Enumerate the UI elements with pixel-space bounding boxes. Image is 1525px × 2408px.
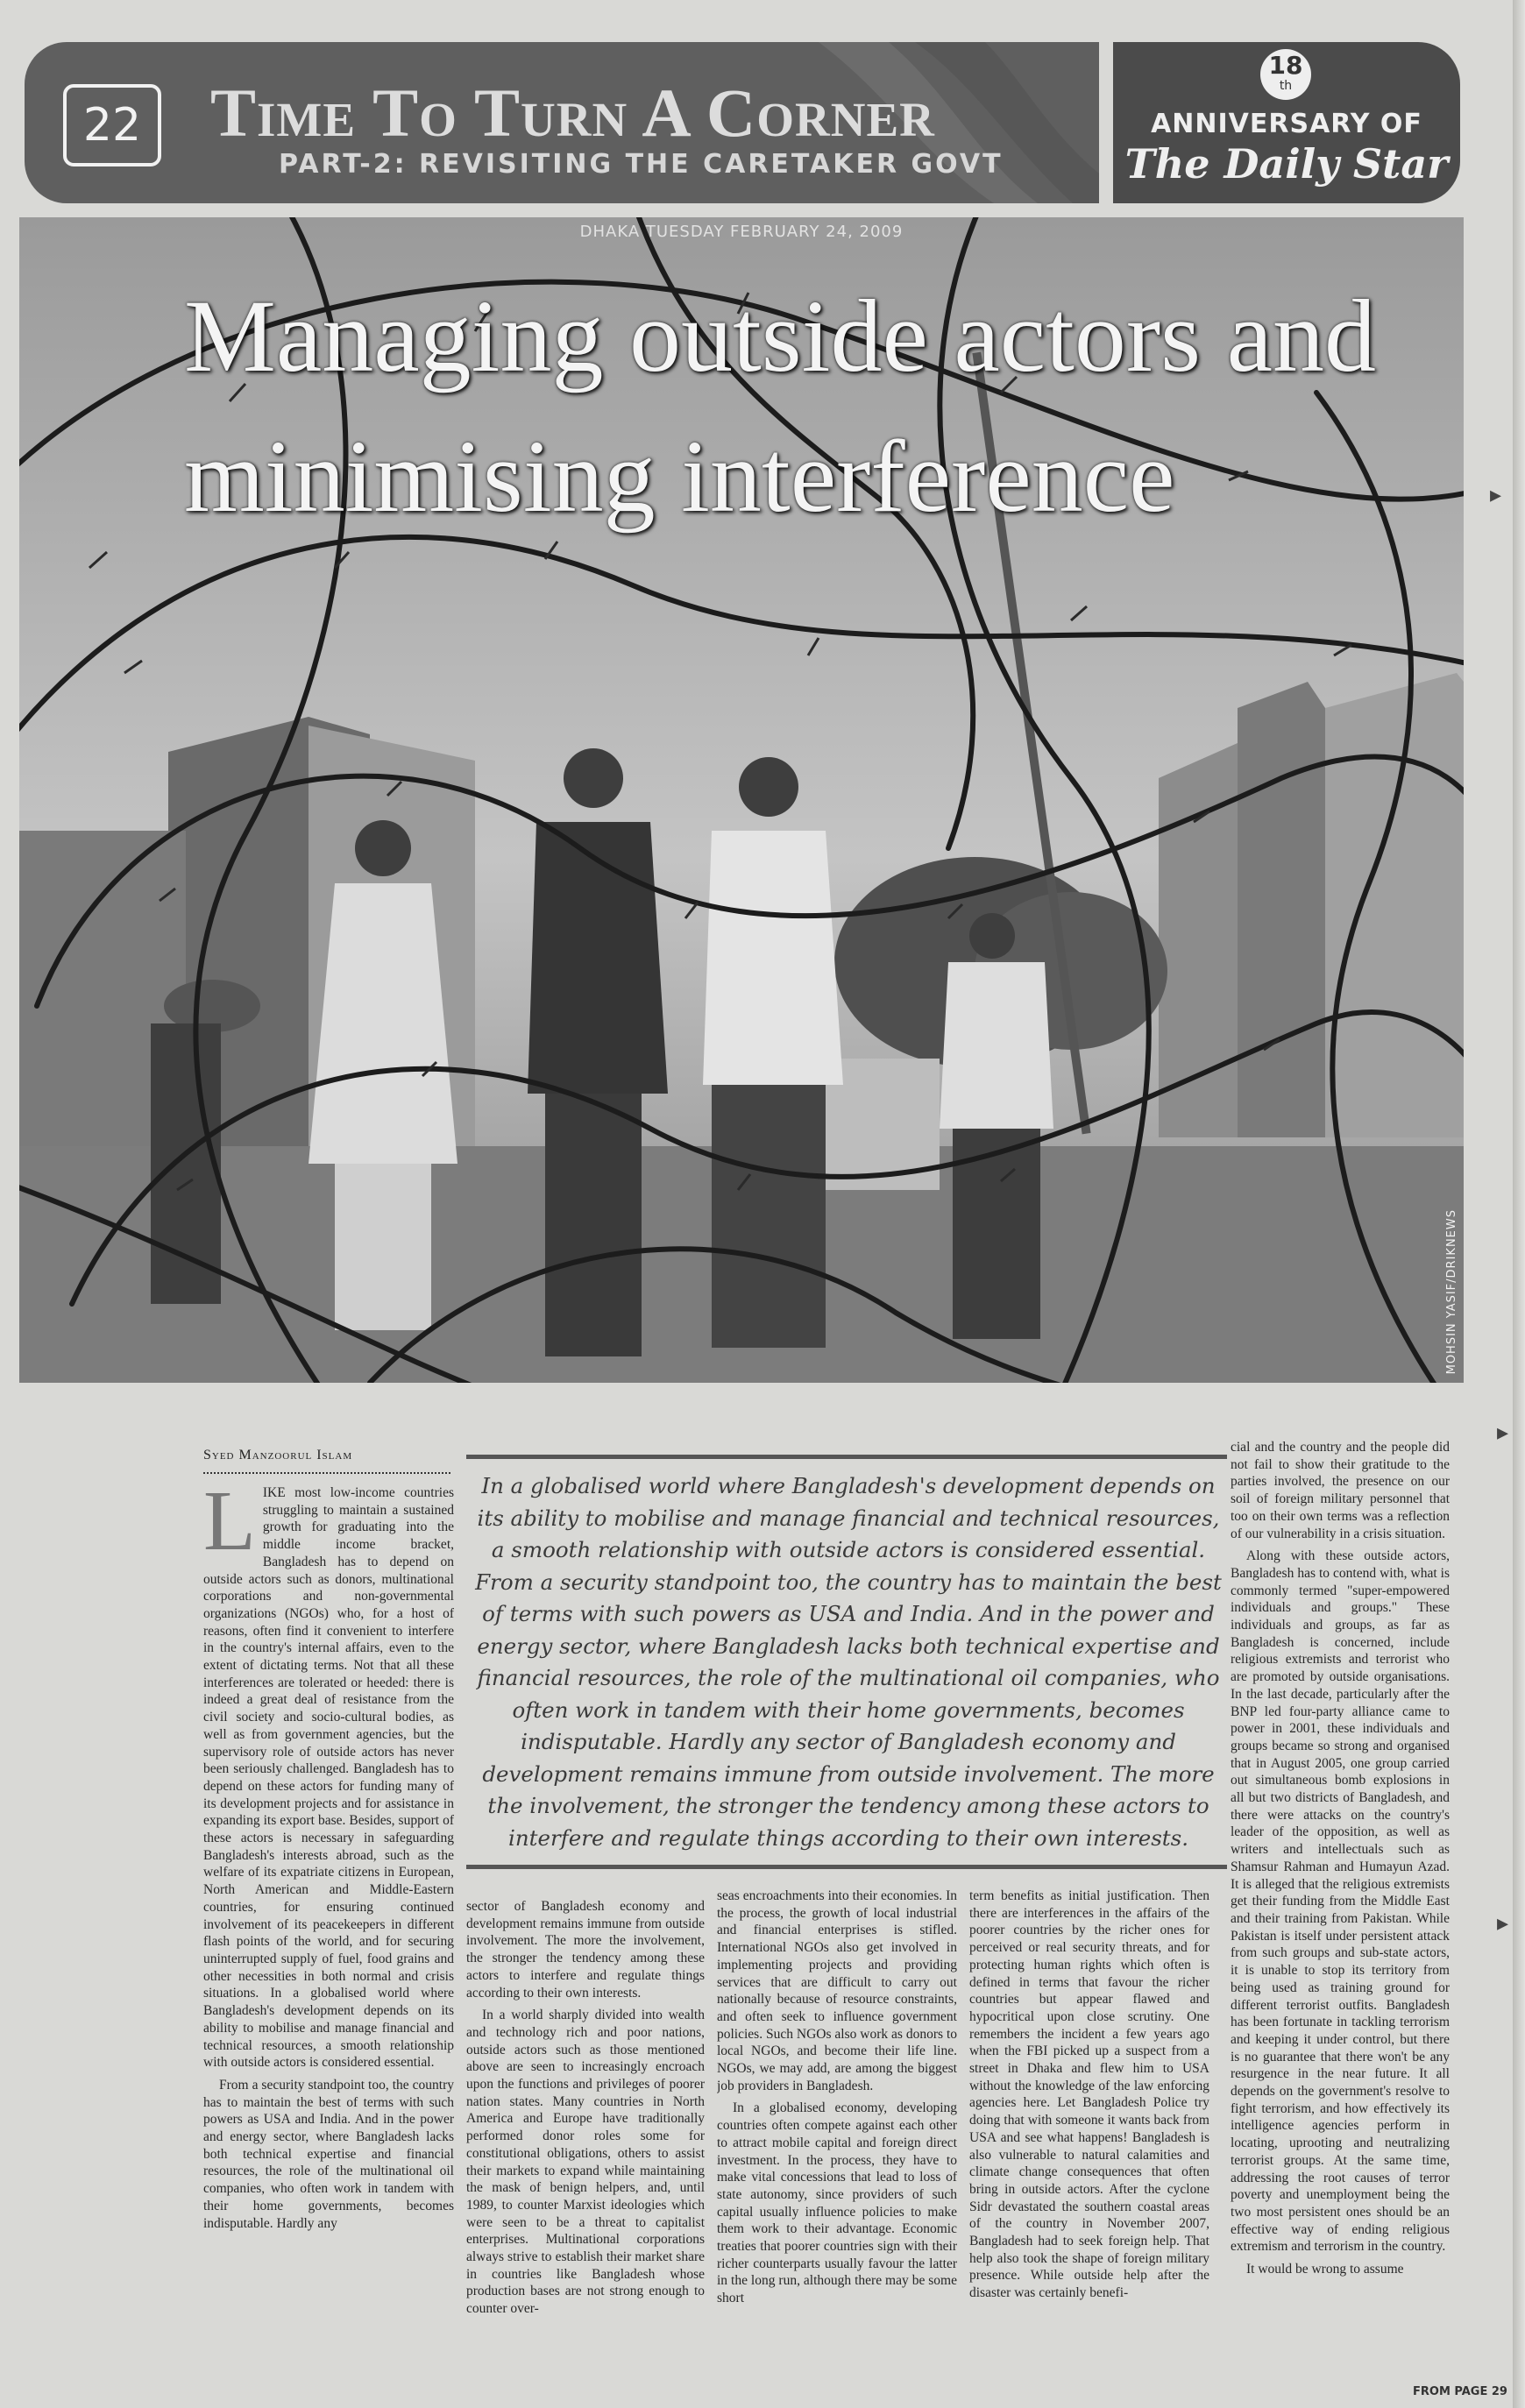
paragraph: seas encroachments into their economies. In the process, the growth of local industrial and financial enterprises is stifled. International NGOs also get involved in implementing projects and providing services that are difficult to carry out nationally because of resource constraints, and often seek to influence government policies. Such NGOs also work as donors to local NGOs, and become their life line. NGOs, we may add, are among the biggest job providers in Bangladesh. bbox=[717, 1888, 957, 2093]
paragraph: Along with these outside actors, Bangladesh has to contend with, what is commonly termed "super-empowered individuals and groups." These individuals and groups, as far as Bangladesh is concerned, include religious extremists and terrorist who are promoted by outside organisations. In the last decade, particularly after the BNP led four-party alliance came to power in 2001, these individuals and groups became so strong and organised that in August 2005, one group carried out simultaneous bomb explosions in all but two districts of Bangladesh, and there were attacks on the country's leader of the opposition, as well as writers and intellectuals such as Shamsur Rahman and Humayun Azad. It is alleged that the religious extremists get their funding from the Middle East and their training from Pakistan. While Pakistan is itself under persistent attack from such groups and sub-state actors, it is unable to stop its territory from being used as training ground for different terrorist outfits. Bangladesh has been fortunate in tackling terrorism and keeping it under control, but there is no guarantee that there won't be any resurgence in the near future. It all depends on the government's resolve to fight terrorism, and how effectively its intelligence agencies perform in locating, uprooting and neutralizing terrorist groups. At the same time, addressing the root causes of terror poverty and unemployment being the two most persistent ones should be an effective way of ending religious extremism and terrorism in the country. bbox=[1231, 1548, 1450, 2255]
dateline: DHAKA TUESDAY FEBRUARY 24, 2009 bbox=[579, 223, 904, 241]
anniversary-suffix: th bbox=[1279, 79, 1293, 93]
margin-mark: ▸ bbox=[1490, 482, 1502, 508]
pullquote-rule-top bbox=[466, 1455, 1227, 1459]
section-banner bbox=[25, 42, 1099, 203]
margin-mark: ▸ bbox=[1497, 1420, 1509, 1446]
paragraph: It would be wrong to assume bbox=[1246, 2262, 1404, 2277]
byline-rule bbox=[203, 1472, 450, 1474]
headline: Managing outside actors and minimising interference bbox=[184, 279, 1376, 534]
paragraph: cial and the country and the people did not fail to show their gratitude to the parties involved, the presence on our soil of foreign military personnel that too on their own terms was a reflection of our vulnerability in a crisis situation. bbox=[1231, 1440, 1450, 1541]
banner-title: Time To Turn A Corner bbox=[210, 74, 935, 151]
paragraph: From a security standpoint too, the country has to maintain the best of terms with such powers as USA and India. And in the power and energy sector, where Bangladesh lacks both technical expertise and financial resources, the role of the multinational oil companies, who often work in tandem with their home governments, becomes indisputable. Hardly any bbox=[203, 2077, 454, 2231]
article-column-5 bbox=[1231, 1439, 1450, 2369]
anniversary-number-circle bbox=[1260, 49, 1311, 100]
paragraph: term benefits as initial justification. Then there are interferences in the affairs of the poorer countries by the richer ones for perceived or real security threats, and for protecting human rights which often is defined in terms that favour the richer countries but appear flawed and hypocritical upon close scrutiny. One remembers the incident a few years ago when the FBI picked up a suspect from a street in Dhaka and flew him to USA without the knowledge of the law enforcing agencies here. Let Bangladesh Police try doing that with someone it wants back from USA and see what happens! Bangladesh is also vulnerable to natural calamities and climate change consequences that often bring in outside actors. After the cyclone Sidr devastated the southern coastal areas of the country in November 2007, Bangladesh had to seek foreign help. That help also took the shape of foreign military presence. While outside help after the disaster was certainly benefi- bbox=[969, 1888, 1209, 2301]
paragraph: In a world sharply divided into wealth and technology rich and poor nations, outside actors such as those mentioned above are seen to increasingly encroach upon the functions and privileges of poorer nation states. Many countries in North America and Europe have traditionally performed donor roles some for constitutional obligations, others to assist their markets to expand while maintaining the mask of benign helpers, and, until 1989, to counter Marxist ideologies which were seen to be a threat to capitalist enterprises. Multinational corporations always strive to establish their market share in countries like Bangladesh whose production bases are not strong enough to counter over- bbox=[466, 2008, 705, 2317]
drop-cap: L bbox=[203, 1484, 256, 1569]
paragraph: sector of Bangladesh economy and development remains immune from outside involvement. The more the involvement, the stronger the tendency among these actors to interfere and regulate things according to their own interests. bbox=[466, 1899, 705, 2001]
margin-mark: ▸ bbox=[1497, 1910, 1509, 1937]
pullquote: In a globalised world where Bangladesh's development depends on its ability to mobilise and manage financial and technical resources, a smooth relationship with outside actors is considered essential. From a security standpoint too, the country has to maintain the best of terms with such powers as USA and India. And in the power and energy sector, where Bangladesh lacks both technical expertise and financial resources, the role of the multinational oil companies, who often work in tandem with their home governments, becomes indisputable. Hardly any sector of Bangladesh economy and development remains immune from outside involvement. The more the involvement, the stronger the tendency among these actors to interfere and regulate things according to their own interests. bbox=[475, 1473, 1222, 1851]
anniversary-number: 18 bbox=[1268, 51, 1303, 80]
continued-from-link[interactable]: FROM PAGE 29 bbox=[1413, 2385, 1507, 2398]
anniversary-badge bbox=[1113, 42, 1460, 203]
page-number: 22 bbox=[63, 84, 161, 166]
photo-credit: MOHSIN YASIF/DRIKNEWS bbox=[1445, 1208, 1458, 1374]
byline: Syed Manzoorul Islam bbox=[203, 1448, 353, 1463]
article-column-4 bbox=[969, 1887, 1209, 2401]
newspaper-logo: The Daily Star bbox=[1124, 140, 1449, 188]
banner-subtitle: PART-2: REVISITING THE CARETAKER GOVT bbox=[279, 149, 1004, 180]
pullquote-rule-bottom bbox=[466, 1865, 1227, 1869]
lead-photo bbox=[19, 217, 1464, 1383]
page-edge bbox=[1513, 0, 1525, 2408]
article-column-3 bbox=[717, 1887, 957, 2401]
paragraph: In a globalised economy, developing countries often compete against each other to attract mobile capital and foreign direct investment. In the process, they have to make vital concessions that lead to loss of state autonomy, since providers of such capital usually influence policies to make them work to their advantage. Economic treaties that poorer countries sign with their richer counterparts usually favour the latter in the long run, although there may be some short bbox=[717, 2100, 957, 2306]
paragraph: IKE most low-income countries struggling to maintain a sustained growth for graduating into the middle income bracket, Bangladesh has to depend on outside actors such as donors, multinational corporations and non-governmental organizations (NGOs) who, for a host of reasons, often find it convenient to interfere in the country's internal affairs, even to the extent of dictating terms. Not that all these interferences are tolerated or heeded: there is indeed a great deal of resistance from the civil society and socio-cultural bodies, as well as from government agencies, but the supervisory role of outside actors has never been seriously challenged. Bangladesh has to depend on these actors for funding many of its development projects and for assistance in expanding its export base. Besides, support of these actors is necessary in safeguarding Bangladesh's interests abroad, such as the welfare of its expatriate citizens in European, North American and Middle-Eastern countries, for ensuring continued involvement of its peacekeepers in different flash points of the world, and for securing uninterrupted supply of fuel, food grains and other necessities in both normal and crisis situations. In a globalised world where Bangladesh's development depends on its ability to mobilise and manage financial and technical resources, a smooth relationship with outside actors is considered essential. bbox=[203, 1485, 454, 2071]
article-column-2 bbox=[466, 1898, 705, 2397]
anniversary-text: ANNIVERSARY OF bbox=[1151, 109, 1422, 139]
article-column-1 bbox=[203, 1484, 454, 2382]
